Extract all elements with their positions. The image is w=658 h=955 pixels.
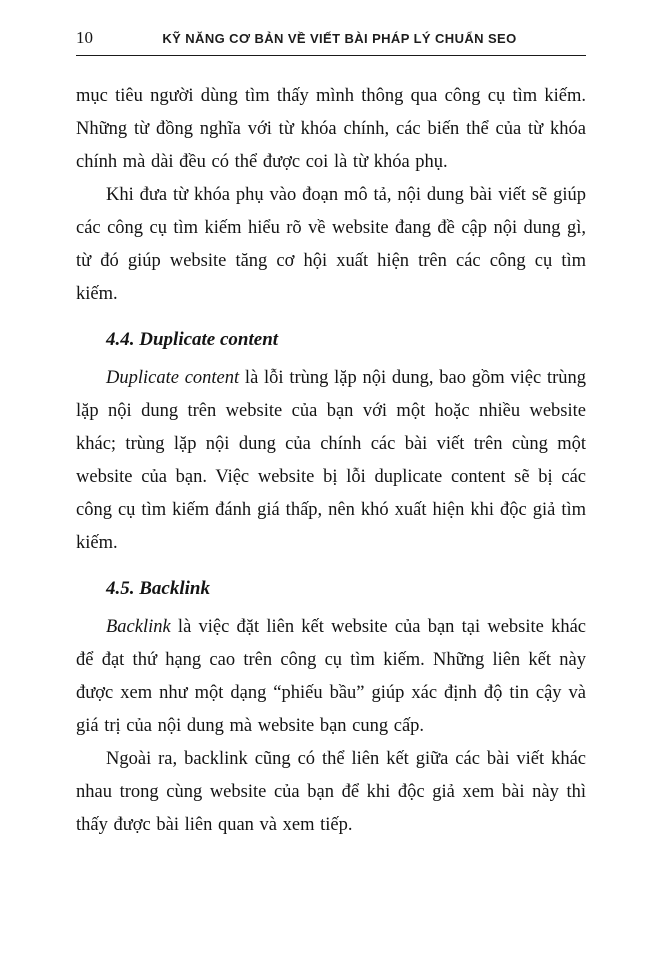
paragraph-duplicate-content-text: là lỗi trùng lặp nội dung, bao gồm việc trùng lặp nội dung trên website của bạn với một hoặc nhiều website khác; trùng lặp nội dung của chính các bài viết trên cùng một website của bạn. Việc website bị lỗi duplicate content sẽ bị các công cụ tìm kiếm đánh giá thấp, nên khó xuất hiện khi độc giả tìm kiếm.	[76, 368, 587, 553]
section-heading-4-5: 4.5. Backlink	[106, 578, 210, 599]
section-heading-4-4: 4.4. Duplicate content	[106, 329, 279, 350]
page-number: 10	[76, 28, 93, 47]
page-header	[76, 28, 586, 56]
running-head-title: KỸ NĂNG CƠ BẢN VỀ VIẾT BÀI PHÁP LÝ CHUẨN SEO	[162, 31, 517, 46]
paragraph-duplicate-content	[76, 362, 586, 560]
paragraph-keyword-sub: Khi đưa từ khóa phụ vào đoạn mô tả, nội dung bài viết sẽ giúp các công cụ tìm kiếm hiểu rõ về website đang đề cập nội dung gì, từ đó giúp website tăng cơ hội xuất hiện trên các công cụ tìm kiếm.	[76, 185, 586, 304]
paragraph-backlink-more: Ngoài ra, backlink cũng có thể liên kết giữa các bài viết khác nhau trong cùng website của bạn để khi độc giả xem bài này thì thấy được bài liên quan và xem tiếp.	[76, 749, 586, 835]
paragraph-backlink	[76, 611, 586, 743]
term-duplicate-content: Duplicate content	[106, 368, 240, 388]
term-backlink: Backlink	[106, 617, 171, 637]
paragraph-backlink-text: là việc đặt liên kết website của bạn tại website khác để đạt thứ hạng cao trên công cụ tìm kiếm. Những liên kết này được xem như một dạng “phiếu bầu” giúp xác định độ tin cậy và giá trị của nội dung mà website bạn cung cấp.	[76, 617, 586, 736]
page-body	[76, 80, 586, 842]
paragraph-intro: mục tiêu người dùng tìm thấy mình thông qua công cụ tìm kiếm. Những từ đồng nghĩa với từ khóa chính, các biến thể của từ khóa chính mà dài đều có thể được coi là từ khóa phụ.	[76, 86, 586, 172]
